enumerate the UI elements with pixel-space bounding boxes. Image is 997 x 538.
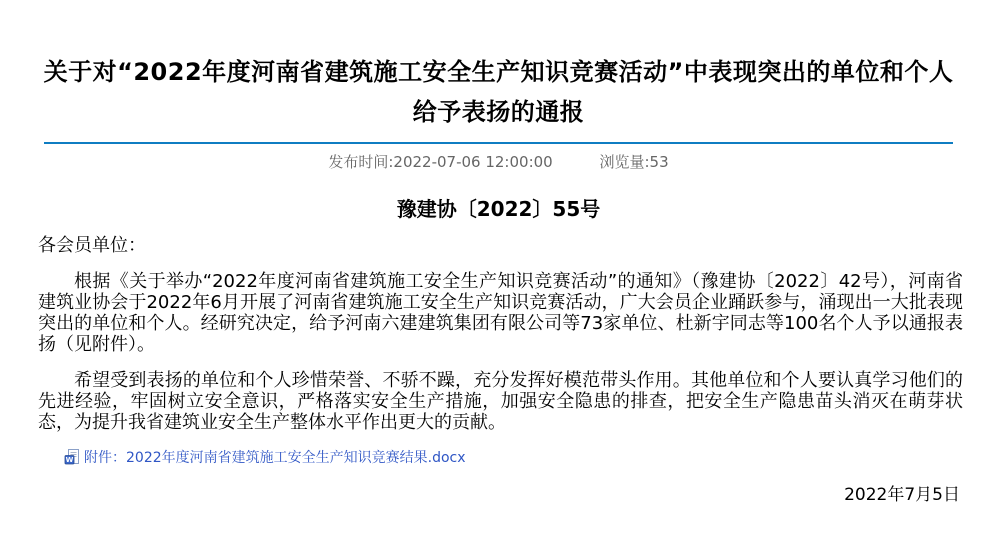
body-paragraph-1: 根据《关于举办“2022年度河南省建筑施工安全生产知识竞赛活动”的通知》（豫建协〔2022〕42号），河南省建筑业协会于2022年6月开展了河南省建筑施工安全生产知识竞赛活动，广大会员企业踊跃参与，涌现出一大批表现突出的单位和个人。经研究决定，给予河南六建建筑集团有限公司等73家单位、杜新宇同志等100名个人予以通报表扬（见附件）。 bbox=[38, 271, 963, 355]
article-meta bbox=[0, 151, 997, 172]
view-count-text: 浏览量:53 bbox=[599, 153, 669, 171]
publish-time-text: 发布时间:2022-07-06 12:00:00 bbox=[328, 153, 553, 171]
attachment-row bbox=[64, 447, 466, 467]
title-divider-line bbox=[44, 142, 953, 144]
attachment-link[interactable] bbox=[64, 447, 466, 467]
signature-date: 2022年7月5日 bbox=[844, 485, 960, 505]
svg-text:W: W bbox=[65, 456, 74, 465]
body-paragraph-2: 希望受到表扬的单位和个人珍惜荣誉、不骄不躁，充分发挥好模范带头作用。其他单位和个人要认真学习他们的先进经验，牢固树立安全意识，严格落实安全生产措施，加强安全隐患的排查，把安全生产隐患苗头消灭在萌芽状态，为提升我省建筑业安全生产整体水平作出更大的贡献。 bbox=[38, 370, 963, 433]
document-body bbox=[38, 235, 963, 433]
word-doc-icon bbox=[64, 449, 80, 465]
document-number: 豫建协〔2022〕55号 bbox=[396, 197, 601, 221]
attachment-label: 附件：2022年度河南省建筑施工安全生产知识竞赛结果.docx bbox=[84, 450, 466, 466]
page-title: 关于对“2022年度河南省建筑施工安全生产知识竞赛活动”中表现突出的单位和个人给予表扬的通报 bbox=[43, 58, 954, 126]
salutation-line: 各会员单位： bbox=[38, 235, 146, 256]
